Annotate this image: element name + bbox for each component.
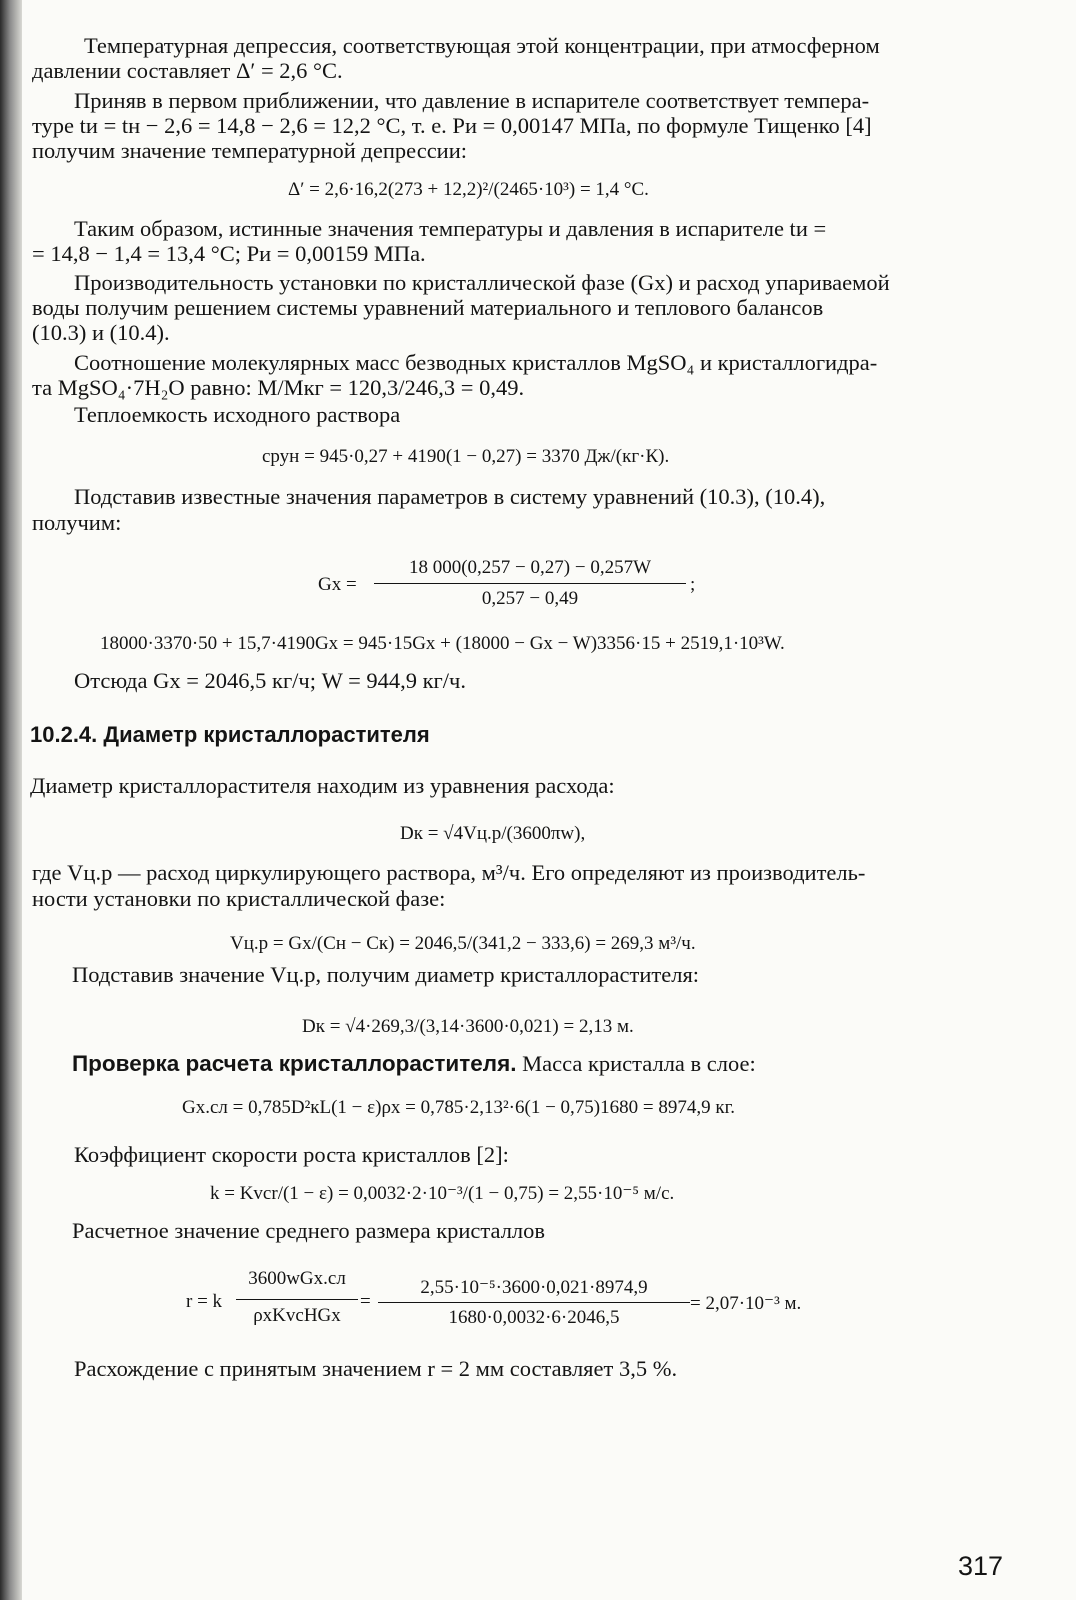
formula-heat-capacity: cрун = 945·0,27 + 4190(1 − 0,27) = 3370 Дж/(кг·К). xyxy=(262,446,670,467)
text-line: Соотношение молекулярных масс безводных кристаллов MgSO₄ и кристаллогидра- xyxy=(74,350,878,375)
formula-r-result: = 2,07·10⁻³ м. xyxy=(690,1293,802,1314)
formula-heat-balance: 18000·3370·50 + 15,7·4190Gx = 945·15Gx + (18000 − Gx − W)3356·15 + 2519,1·10³W. xyxy=(100,633,785,654)
text-line: Масса кристалла в слое: xyxy=(522,1051,756,1076)
formula-temperature-depression: Δ′ = 2,6·16,2(273 + 12,2)²/(2465·10³) = 1,4 °С. xyxy=(288,179,649,200)
text-line: Теплоемкость исходного раствора xyxy=(74,402,401,427)
formula-r-lhs: r = k xyxy=(186,1291,223,1312)
formula-gx-end: ; xyxy=(690,574,696,595)
formula-r-equals: = xyxy=(360,1291,371,1312)
text-line: воды получим решением системы уравнений материального и теплового балансов xyxy=(32,295,824,320)
text-line: получим: xyxy=(32,510,122,535)
text-line: Производительность установки по кристаллической фазе (Gx) и расход упариваемой xyxy=(74,270,890,295)
formula-gx-numerator: 18 000(0,257 − 0,27) − 0,257W xyxy=(408,557,652,578)
book-spine-shadow xyxy=(0,0,22,1600)
section-heading: 10.2.4. Диаметр кристаллорастителя xyxy=(30,722,430,747)
text-line: = 14,8 − 1,4 = 13,4 °С; Pи = 0,00159 МПа. xyxy=(32,241,426,266)
text-line: та MgSO₄·7H₂O равно: M/Mкг = 120,3/246,3 = 0,49. xyxy=(32,375,525,400)
formula-crystal-mass: Gx.сл = 0,785D²кL(1 − ε)ρx = 0,785·2,13²·6(1 − 0,75)1680 = 8974,9 кг. xyxy=(182,1097,735,1118)
text-line: получим значение температурной депрессии: xyxy=(32,138,468,163)
text-line: Температурная депрессия, соответствующая этой концентрации, при атмосферном xyxy=(84,33,880,58)
text-line: где Vц.р — расход циркулирующего раствора, м³/ч. Его определяют из производитель- xyxy=(32,860,866,885)
formula-r-denominator-2: 1680·0,0032·6·2046,5 xyxy=(448,1307,620,1328)
text-line: Диаметр кристаллорастителя находим из уравнения расхода: xyxy=(30,773,615,798)
formula-gx-denominator: 0,257 − 0,49 xyxy=(481,588,579,609)
text-line: Подставив значение Vц.р, получим диаметр кристаллорастителя: xyxy=(72,962,700,987)
fraction-bar xyxy=(378,1302,690,1303)
bold-lead-in: Проверка расчета кристаллорастителя. xyxy=(72,1051,517,1076)
fraction-bar xyxy=(236,1299,358,1300)
text-line: Расчетное значение среднего размера кристаллов xyxy=(72,1218,546,1243)
fraction-bar xyxy=(374,583,686,584)
formula-gx-lhs: Gx = xyxy=(318,574,357,595)
text-line: (10.3) и (10.4). xyxy=(32,320,170,345)
text-line: ности установки по кристаллической фазе: xyxy=(32,886,446,911)
formula-r-denominator-1: ρxKvcHGx xyxy=(253,1305,341,1326)
text-line: туре tи = tн − 2,6 = 14,8 − 2,6 = 12,2 °С, т. е. Pи = 0,00147 МПа, по формуле Тищенко [4] xyxy=(32,113,872,138)
text-line: Приняв в первом приближении, что давление в испарителе соответствует темпера- xyxy=(74,88,870,113)
formula-r-numerator-1: 3600wGx.сл xyxy=(248,1268,346,1289)
text-line: Расхождение с принятым значением r = 2 мм составляет 3,5 %. xyxy=(74,1356,678,1381)
formula-r-numerator-2: 2,55·10⁻⁵·3600·0,021·8974,9 xyxy=(420,1277,648,1298)
formula-diameter: Dк = √4Vц.р/(3600πw), xyxy=(400,823,586,844)
text-line: Таким образом, истинные значения температуры и давления в испарителе tи = xyxy=(74,216,827,241)
text-line: давлении составляет Δ′ = 2,6 °С. xyxy=(32,58,343,83)
text-line: Отсюда Gx = 2046,5 кг/ч; W = 944,9 кг/ч. xyxy=(74,668,466,693)
formula-diameter-value: Dк = √4·269,3/(3,14·3600·0,021) = 2,13 м. xyxy=(302,1016,634,1037)
text-line: Подставив известные значения параметров в систему уравнений (10.3), (10.4), xyxy=(74,484,826,509)
text-line: Коэффициент скорости роста кристаллов [2]: xyxy=(74,1142,509,1167)
page-number: 317 xyxy=(958,1551,1004,1581)
formula-flow-rate: Vц.р = Gx/(Cн − Cк) = 2046,5/(341,2 − 333,6) = 269,3 м³/ч. xyxy=(230,933,696,954)
formula-growth-rate: k = Kvcr/(1 − ε) = 0,0032·2·10⁻³/(1 − 0,75) = 2,55·10⁻⁵ м/с. xyxy=(210,1183,675,1204)
